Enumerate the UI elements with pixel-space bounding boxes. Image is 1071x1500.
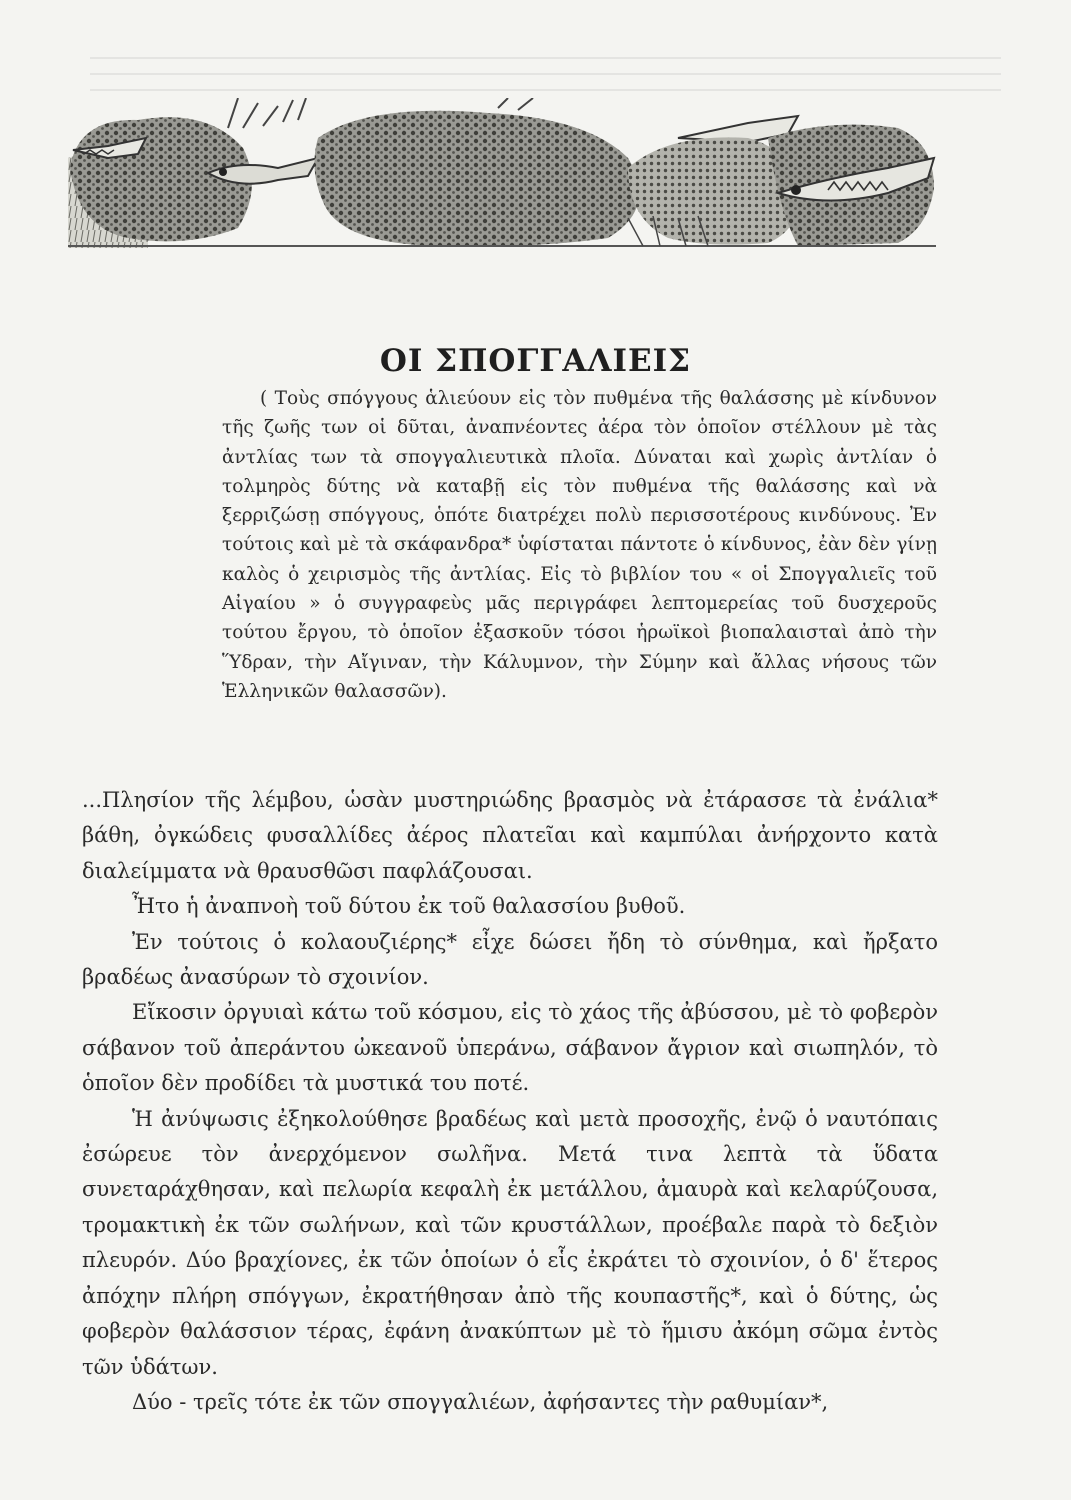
- body-paragraph: Ἦτο ἡ ἀναπνοὴ τοῦ δύτου ἐκ τοῦ θαλασσίου βυθοῦ.: [132, 894, 686, 919]
- body-paragraph: Δύο - τρεῖς τότε ἐκ τῶν σπογγαλιέων, ἀφήσαντες τὴν ραθυμίαν*,: [132, 1389, 829, 1414]
- body-paragraph: ...Πλησίον τῆς λέμβου, ὡσὰν μυστηριώδης βρασμὸς νὰ ἐτάρασσε τὰ ἐνάλια* βάθη, ὀγκώδεις φυσαλλίδες ἀέρος πλατεῖαι καὶ καμπύλαι ἀνήρχοντο κατὰ διαλείμματα νὰ θραυσθῶσι παφλάζουσαι.: [82, 788, 938, 883]
- intro-note: [222, 384, 937, 706]
- body-paragraph: Εἴκοσιν ὀργυιαὶ κάτω τοῦ κόσμου, εἰς τὸ χάος τῆς ἀβύσσου, μὲ τὸ φοβερὸν σάβανον τοῦ ἀπεράντου ὠκεανοῦ ὑπεράνω, σάβανον ἄγριον καὶ σιωπηλόν, τὸ ὁποῖον δὲν προδίδει τὰ μυστικά του ποτέ.: [82, 1000, 938, 1096]
- body-paragraph: Ἐν τούτοις ὁ κολαουζιέρης* εἶχε δώσει ἤδη τὸ σύνθημα, καὶ ἤρξατο βραδέως ἀνασύρων τὸ σχοινίον.: [82, 929, 938, 990]
- page-title: ΟΙ ΣΠΟΓΓΑΛΙΕΙΣ: [379, 342, 692, 379]
- sponges-and-fish-vignette: [68, 98, 936, 248]
- intro-paragraph: ( Τοὺς σπόγγους ἁλιεύουν εἰς τὸν πυθμένα τῆς θαλάσσης μὲ κίνδυνον τῆς ζωῆς των οἱ δῦται, ἀναπνέοντες ἀέρα τὸν ὁποῖον στέλλουν μὲ τὰς ἀντλίας των τὰ σπογγαλιευτικὰ πλοῖα. Δύναται καὶ χωρὶς ἀντλίαν ὁ τολμηρὸς δύτης νὰ καταβῇ εἰς τὸν πυθμένα τῆς θαλάσσης καὶ νὰ ξερριζώσῃ σπόγγους, ὁπότε διατρέχει πολὺ περισσοτέρους κινδύνους. Ἐν τούτοις καὶ μὲ τὰ σκάφανδρα* ὑφίσταται πάντοτε ὁ κίνδυνος, ἐὰν δὲν γίνῃ καλὸς ὁ χειρισμὸς τῆς ἀντλίας. Εἰς τὸ βιβλίον του « οἱ Σπογγαλιεῖς τοῦ Αἰγαίου » ὁ συγγραφεὺς μᾶς περιγράφει λεπτομερείας τοῦ δυσχεροῦς τούτου ἔργου, τὸ ὁποῖον ἐξασκοῦν τόσοι ἡρωϊκοὶ βιοπαλαισταὶ ἀπὸ τὴν Ὕδραν, τὴν Αἴγιναν, τὴν Κάλυμνον, τὴν Σύμην καὶ ἄλλας νήσους τῶν Ἑλληνικῶν θαλασσῶν).: [222, 388, 937, 702]
- main-text: [82, 783, 938, 1420]
- body-paragraph: Ἡ ἀνύψωσις ἐξηκολούθησε βραδέως καὶ μετὰ προσοχῆς, ἐνῷ ὁ ναυτόπαις ἐσώρευε τὸν ἀνερχόμενον σωλῆνα. Μετά τινα λεπτὰ τὰ ὕδατα συνεταράχθησαν, καὶ πελωρία κεφαλὴ ἐκ μετάλλου, ἀμαυρὰ καὶ κελαρύζουσα, τρομακτικὴ ἐκ τῶν σωλήνων, καὶ τῶν κρυστάλλων, προέβαλε παρὰ τὸ δεξιὸν πλευρόν. Δύο βραχίονες, ἐκ τῶν ὁποίων ὁ εἷς ἐκράτει τὸ σχοινίον, ὁ δ' ἕτερος ἀπόχην πλήρη σπόγγων, ἐκρατήθησαν ἀπὸ τῆς κουπαστῆς*, καὶ ὁ δύτης, ὡς φοβερὸν θαλάσσιον τέρας, ἐφάνη ἀνακύπτων μὲ τὸ ἥμισυ ἀκόμη σῶμα ἐντὸς τῶν ὑδάτων.: [82, 1106, 938, 1379]
